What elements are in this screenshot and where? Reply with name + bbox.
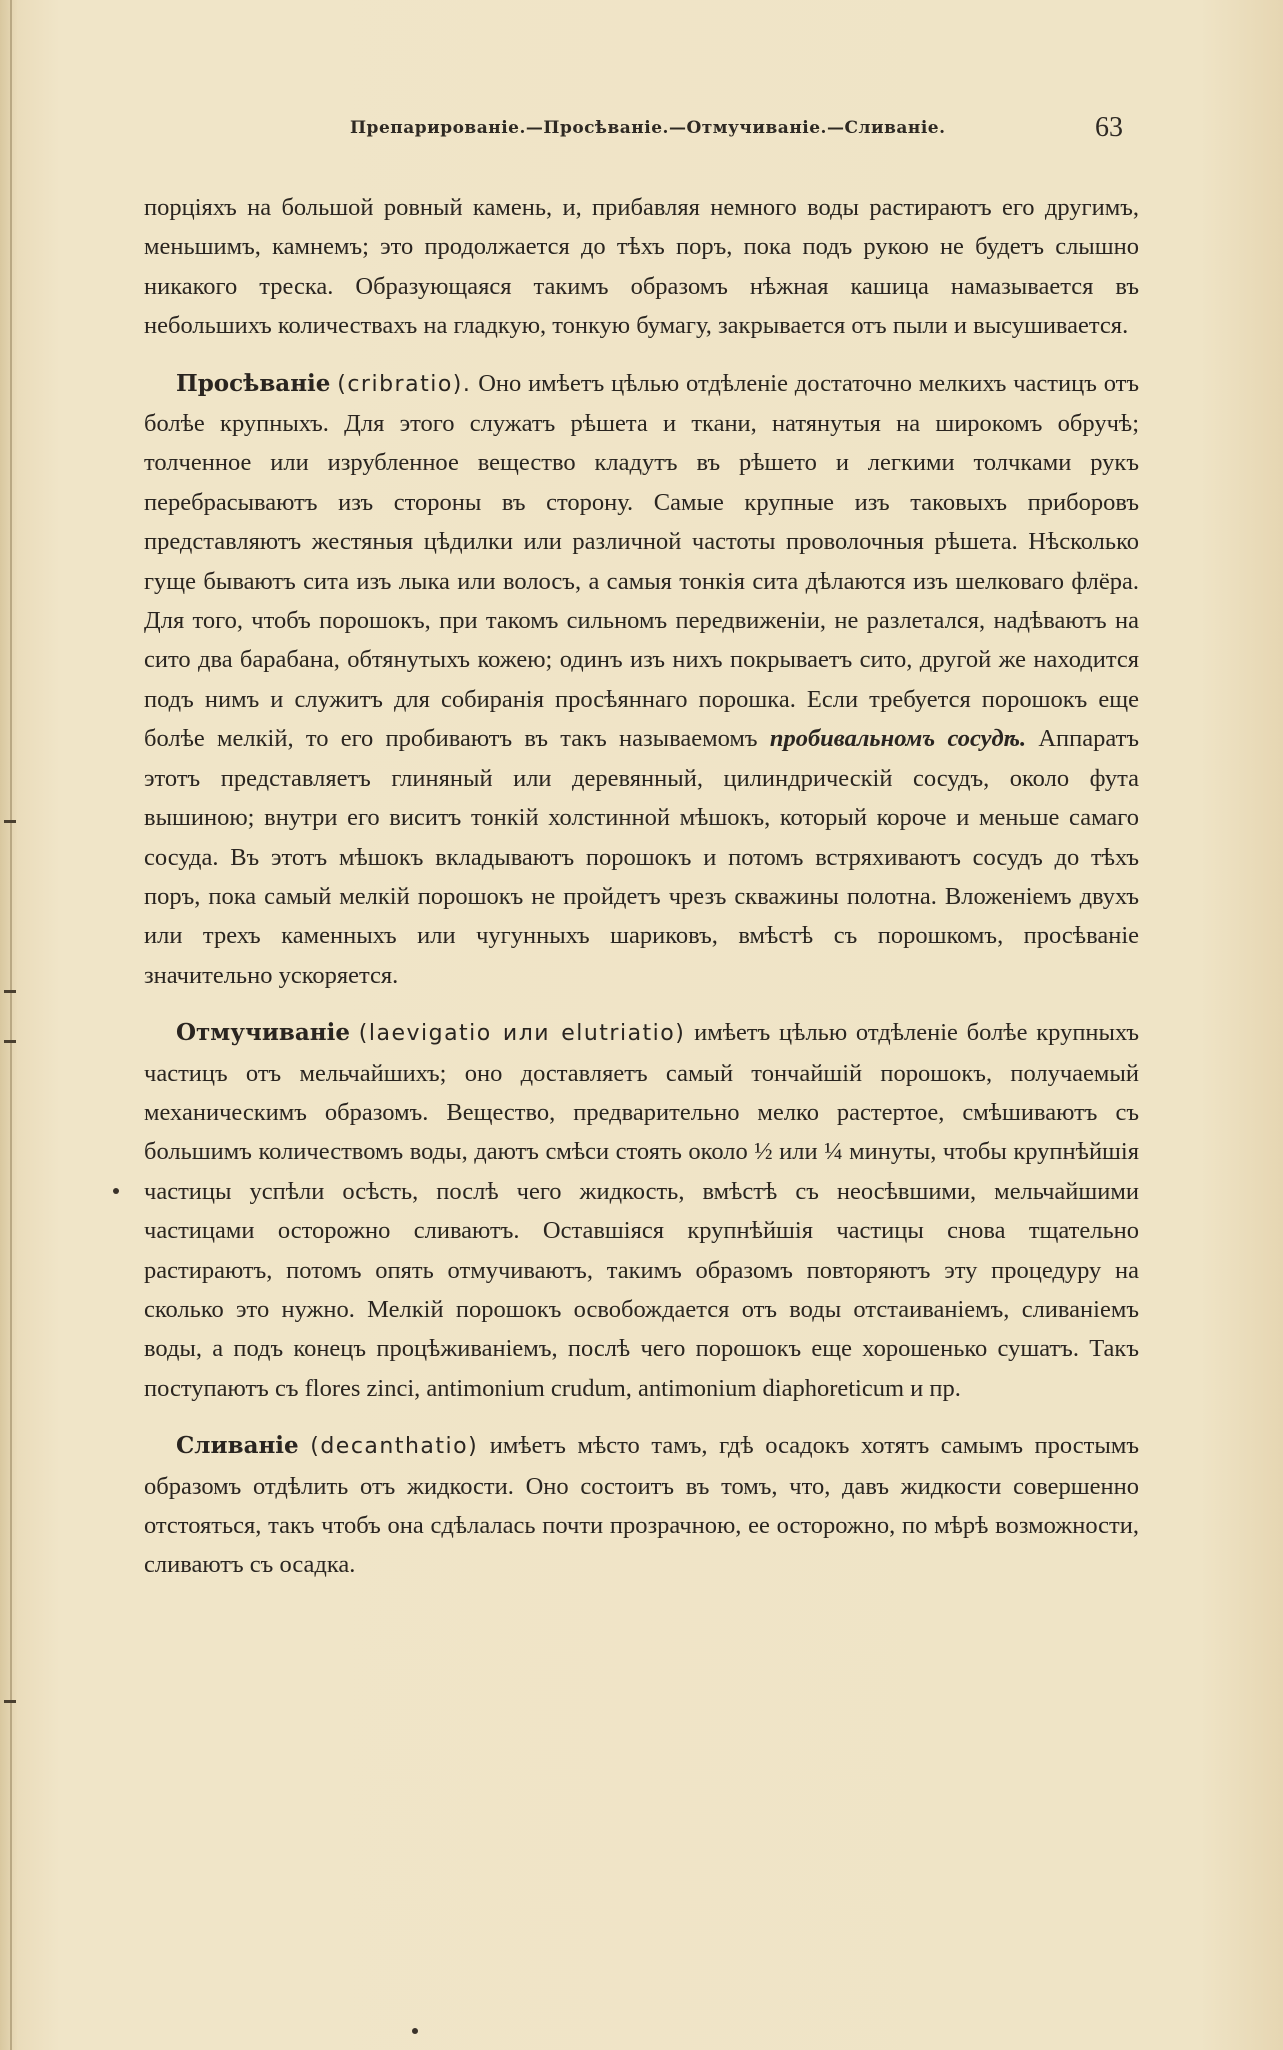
paragraph-otmuchivanie — [144, 1013, 1139, 1408]
paragraph-text: Оно имѣетъ цѣлью отдѣленіе достаточно мелкихъ частицъ отъ болѣе крупныхъ. Для этого служатъ рѣшета и ткани, натянутыя на широкомъ обручѣ; толченное или изрубленное вещество кладутъ въ рѣшето и легкими толчками рукъ перебрасываютъ изъ стороны въ сторону. Самые крупные изъ таковыхъ приборовъ представляютъ жестяныя цѣдилки или различной частоты проволочныя рѣшета. Нѣсколько гуще бываютъ сита изъ лыка или волосъ, а самыя тонкія сита дѣлаются изъ шелковаго флёра. Для того, чтобъ порошокъ, при такомъ сильномъ передвиженіи, не разлетался, надѣваютъ на сито два барабана, обтянутыхъ кожею; одинъ изъ нихъ покрываетъ сито, другой же находится подъ нимъ и служитъ для собиранія просѣяннаго порошка. Если требуется порошокъ еще болѣе мелкій, то его пробиваютъ въ такъ называемомъ — [144, 369, 1139, 753]
paragraph-text: Аппаратъ этотъ представляетъ глиняный или деревянный, цилиндрическій сосудъ, около фута вышиною; внутри его виситъ тонкій холстинной мѣшокъ, который короче и меньше самаго сосуда. Въ этотъ мѣшокъ вкладываютъ порошокъ и потомъ встряхиваютъ сосудъ до тѣхъ поръ, пока самый мелкій порошокъ не пройдетъ чрезъ скважины полотна. Вложеніемъ двухъ или трехъ каменныхъ или чугунныхъ шариковъ, вмѣстѣ съ порошкомъ, просѣваніе значительно ускоряется. — [144, 725, 1139, 989]
paragraph-continuation — [144, 188, 1139, 346]
ink-spot — [113, 1188, 119, 1194]
paragraph-text: или — [772, 1138, 825, 1166]
margin-mark — [4, 820, 16, 823]
margin-mark — [4, 1700, 16, 1703]
term-heading: Сливаніе — [176, 1432, 299, 1460]
emphasized-term: пробивальномъ сосудѣ. — [769, 725, 1027, 753]
paragraph-text: имѣетъ цѣлью отдѣленіе болѣе крупныхъ частицъ отъ мельчайшихъ; оно доставляетъ самый тончайшій порошокъ, получаемый механическимъ образомъ. Вещество, предварительно мелко растертое, смѣшиваютъ съ большимъ количествомъ воды, даютъ смѣси стоять около — [144, 1019, 1139, 1166]
paragraph-text: минуты, чтобы крупнѣйшія частицы успѣли осѣсть, послѣ чего жидкость, вмѣстѣ съ неосѣвшими, мельчайшими частицами осторожно сливаютъ. Оставшіяся крупнѣйшія частицы снова тщательно растираютъ, потомъ опять отмучиваютъ, такимъ образомъ повторяютъ эту процедуру на сколько это нужно. Мелкій порошокъ освобождается отъ воды отстаиваніемъ, сливаніемъ воды, а подъ конецъ процѣживаніемъ, послѣ чего порошокъ еще хорошенько сушатъ. Такъ поступаютъ съ flores zinci, antimonium crudum, antimonium diaphoreticum и пр. — [144, 1138, 1139, 1402]
page-edge-line — [10, 0, 12, 2050]
running-head: Препарированіе.—Просѣваніе.—Отмучиваніе.—Сливаніе. — [350, 118, 946, 138]
ink-spot — [412, 2028, 418, 2034]
term-heading: Отмучиваніе — [176, 1019, 350, 1047]
margin-mark — [4, 1040, 16, 1043]
paragraph-prosevanie — [144, 364, 1139, 996]
margin-mark — [4, 990, 16, 993]
latin-term: (cribratio). — [337, 371, 472, 397]
fraction: ¼ — [824, 1138, 843, 1166]
term-heading: Просѣваніе — [176, 369, 331, 397]
page-body — [144, 188, 1139, 1585]
paragraph-text: имѣетъ мѣсто тамъ, гдѣ осадокъ хотятъ самымъ простымъ образомъ отдѣлить отъ жидкости. Оно состоитъ въ томъ, что, давъ жидкости совершенно отстояться, такъ чтобъ она сдѣлалась почти прозрачною, ее осторожно, по мѣрѣ возможности, сливаютъ съ осадка. — [144, 1432, 1139, 1579]
paragraph-text: порціяхъ на большой ровный камень, и, прибавляя немного воды растираютъ его другимъ, меньшимъ, камнемъ; это продолжается до тѣхъ поръ, пока подъ рукою не будетъ слышно никакого треска. Образующаяся такимъ образомъ нѣжная кашица намазывается въ небольшихъ количествахъ на гладкую, тонкую бумагу, закрывается отъ пыли и высушивается. — [144, 194, 1139, 340]
paragraph-slivanie — [144, 1426, 1139, 1585]
latin-term: (laevigatio или elutriatio) — [358, 1021, 686, 1047]
page-number: 63 — [1095, 112, 1123, 143]
fraction: ½ — [754, 1138, 773, 1166]
latin-term: (decanthatio) — [310, 1434, 479, 1460]
